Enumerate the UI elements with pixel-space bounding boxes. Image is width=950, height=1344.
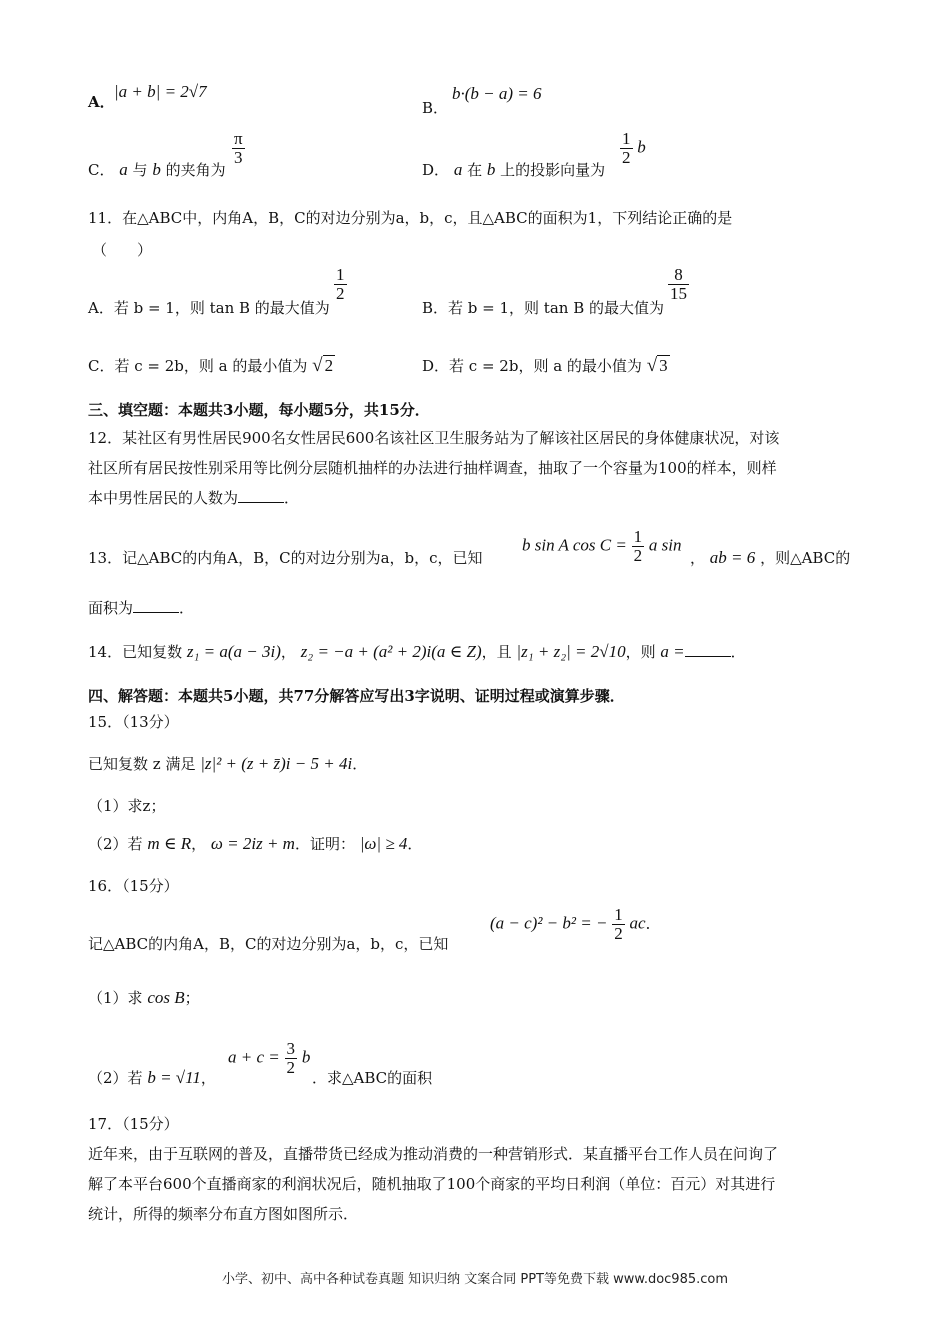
expr: a sin xyxy=(648,535,682,555)
expr: ac xyxy=(629,913,646,933)
text: 面积为 xyxy=(88,599,134,617)
text: ， xyxy=(690,549,706,567)
q17-line-1: 近年来，由于互联网的普及，直播带货已经成为推动消费的一种营销形式．某直播平台工作人员在问询了 xyxy=(88,1145,779,1163)
text: ， xyxy=(280,643,296,661)
q11-a-frac xyxy=(334,266,347,303)
text: 14．已知复数 xyxy=(88,643,183,661)
text: ． xyxy=(645,914,661,933)
q10-d-frac xyxy=(620,130,646,167)
text: 本中男性居民的人数为 xyxy=(88,489,239,507)
option-label: D． xyxy=(422,161,450,179)
text: ． xyxy=(179,599,195,617)
q11-stem: 11．在△ABC中，内角A，B，C的对边分别为a，b，c，且△ABC的面积为1，下列结论正确的是 xyxy=(88,209,733,227)
text: ．证明： xyxy=(294,835,355,853)
expr: b xyxy=(301,1047,311,1067)
q15-heading: 15．（13分） xyxy=(88,713,179,731)
text: 的夹角为 xyxy=(165,161,226,179)
vec-a: a xyxy=(453,160,463,179)
text: ． xyxy=(284,489,300,507)
answer-blank[interactable] xyxy=(238,488,284,503)
numerator: 3 xyxy=(286,1039,296,1058)
text: 已知复数 z 满足 xyxy=(88,755,196,773)
denominator: 2 xyxy=(336,284,345,303)
expr: b = √11 xyxy=(147,1068,201,1087)
q13-given-expr xyxy=(522,528,682,565)
text: 与 xyxy=(132,161,148,179)
denominator: 2 xyxy=(286,1058,296,1077)
fraction xyxy=(668,266,689,303)
q10-c-frac xyxy=(232,130,245,167)
q13-line-1: 13．记△ABC的内角A，B，C的对边分别为a，b，c，已知 xyxy=(88,549,483,567)
fraction xyxy=(285,1040,298,1077)
page-footer: 小学、初中、高中各种试卷真题 知识归纳 文案合同 PPT等免费下载 www.doc985.com xyxy=(221,1272,729,1287)
q13-line-2 xyxy=(88,598,194,618)
text: ，则△ABC的 xyxy=(760,549,851,567)
expr: a + c = xyxy=(228,1047,280,1067)
q17-line-3: 统计，所得的频率分布直方图如图所示． xyxy=(88,1205,359,1223)
text: 上的投影向量为 xyxy=(500,161,606,179)
fraction xyxy=(612,906,625,943)
expr: a = xyxy=(660,642,685,661)
q12-line-2: 社区所有居民按性别采用等比例分层随机抽样的办法进行抽样调查，抽取了一个容量为100的样本，则样 xyxy=(88,459,777,477)
expr-z2: z₂ = −a + (a² + 2)i(a ∈ Z) xyxy=(300,642,482,661)
option-label: A． xyxy=(88,93,115,111)
expr: b sin A cos C = xyxy=(522,535,627,555)
q14-line xyxy=(88,642,746,662)
expr: (a − c)² − b² = − xyxy=(490,913,608,933)
expr-modulus: |z₁ + z₂| = 2√10 xyxy=(516,642,626,661)
text: （2）若 xyxy=(88,1069,143,1087)
section-3-heading: 三、填空题：本题共3小题，每小题5分，共15分． xyxy=(88,401,430,419)
text: D．若 c = 2b，则 a 的最小值为 xyxy=(422,357,642,375)
numerator: 1 xyxy=(633,527,643,546)
numerator: π xyxy=(234,129,243,148)
denominator: 15 xyxy=(670,284,687,303)
q10-option-b-expr: b·(b − a) = 6 xyxy=(452,84,542,103)
expr: ω = 2iz + m xyxy=(210,834,295,853)
vec-a: a xyxy=(119,160,128,179)
text: ． xyxy=(352,755,368,773)
vec-b: b xyxy=(152,160,161,179)
expr: m ∈ R xyxy=(147,834,192,853)
q11-b-frac xyxy=(668,266,689,303)
sqrt-sign: √ xyxy=(312,355,323,376)
q16-heading: 16．（15分） xyxy=(88,877,179,895)
denominator: 2 xyxy=(633,546,643,565)
q11-option-c xyxy=(88,356,335,376)
q11-option-b: B．若 b = 1，则 tan B 的最大值为 xyxy=(422,299,665,317)
q10-option-a xyxy=(88,92,115,112)
q16-given-expr xyxy=(490,906,661,943)
fraction xyxy=(632,528,645,565)
q10-option-d xyxy=(422,160,605,180)
q16-stem: 记△ABC的内角A，B，C的对边分别为a，b，c，已知 xyxy=(88,935,449,953)
text: ； xyxy=(184,989,200,1007)
expr-z1: z₁ = a(a − 3i) xyxy=(186,642,281,661)
text: ． xyxy=(407,835,423,853)
vec-b: b xyxy=(637,137,646,157)
text: ，则 xyxy=(625,643,656,661)
expr: cos B xyxy=(147,988,185,1007)
numerator: 1 xyxy=(622,129,631,148)
q16-part-2-expr xyxy=(228,1040,310,1077)
q12-line-3 xyxy=(88,488,299,508)
expr: |z|² + (z + z̄)i − 5 + 4i xyxy=(200,754,353,773)
section-4-heading: 四、解答题：本题共5小题，共77分解答应写出3字说明、证明过程或演算步骤． xyxy=(88,687,625,705)
radicand: 3 xyxy=(659,356,668,375)
numerator: 8 xyxy=(668,266,689,285)
q10-option-c xyxy=(88,160,226,180)
q16-part-2 xyxy=(88,1068,216,1088)
expr: |ω| ≥ 4 xyxy=(359,834,408,853)
numerator: 1 xyxy=(336,265,345,284)
q17-line-2: 解了本平台600个直播商家的利润状况后，随机抽取了100个商家的平均日利润（单位：百元）对其进行 xyxy=(88,1175,776,1193)
fraction xyxy=(334,266,347,303)
q10-option-b: B． xyxy=(422,99,449,117)
sqrt-sign: √ xyxy=(646,355,658,376)
text: 在 xyxy=(467,161,483,179)
text: （2）若 xyxy=(88,835,143,853)
q15-stem xyxy=(88,754,367,774)
q11-paren: （ ） xyxy=(92,241,153,259)
q16-part-2-tail: ．求△ABC的面积 xyxy=(312,1069,433,1087)
fraction xyxy=(620,130,633,167)
q15-part-2 xyxy=(88,834,422,854)
radicand: 2 xyxy=(324,356,334,375)
text: ， xyxy=(200,1069,216,1087)
q17-heading: 17．（15分） xyxy=(88,1115,179,1133)
text: （1）求 xyxy=(88,989,143,1007)
vec-b: b xyxy=(486,160,496,179)
q16-part-1 xyxy=(88,988,200,1008)
denominator: 2 xyxy=(614,924,623,943)
denominator: 3 xyxy=(234,148,243,167)
q15-part-1: （1）求z； xyxy=(88,797,166,815)
denominator: 2 xyxy=(622,148,631,167)
answer-blank[interactable] xyxy=(133,598,179,613)
text: ． xyxy=(730,643,746,661)
q13-condition xyxy=(690,548,850,568)
q11-option-d xyxy=(422,356,670,376)
expr: ab = 6 xyxy=(709,548,756,567)
fraction xyxy=(232,130,245,167)
q11-option-a: A．若 b = 1，则 tan B 的最大值为 xyxy=(88,299,330,317)
answer-blank[interactable] xyxy=(685,642,731,657)
option-label: C． xyxy=(88,161,115,179)
text: ，且 xyxy=(481,643,512,661)
numerator: 1 xyxy=(614,905,623,924)
text: ， xyxy=(191,835,207,853)
q12-line-1: 12．某社区有男性居民900名女性居民600名该社区卫生服务站为了解该社区居民的身体健康状况，对该 xyxy=(88,429,780,447)
q10-option-a-expr: |a + b| = 2√7 xyxy=(114,82,207,101)
text: C．若 c = 2b，则 a 的最小值为 xyxy=(88,357,308,375)
